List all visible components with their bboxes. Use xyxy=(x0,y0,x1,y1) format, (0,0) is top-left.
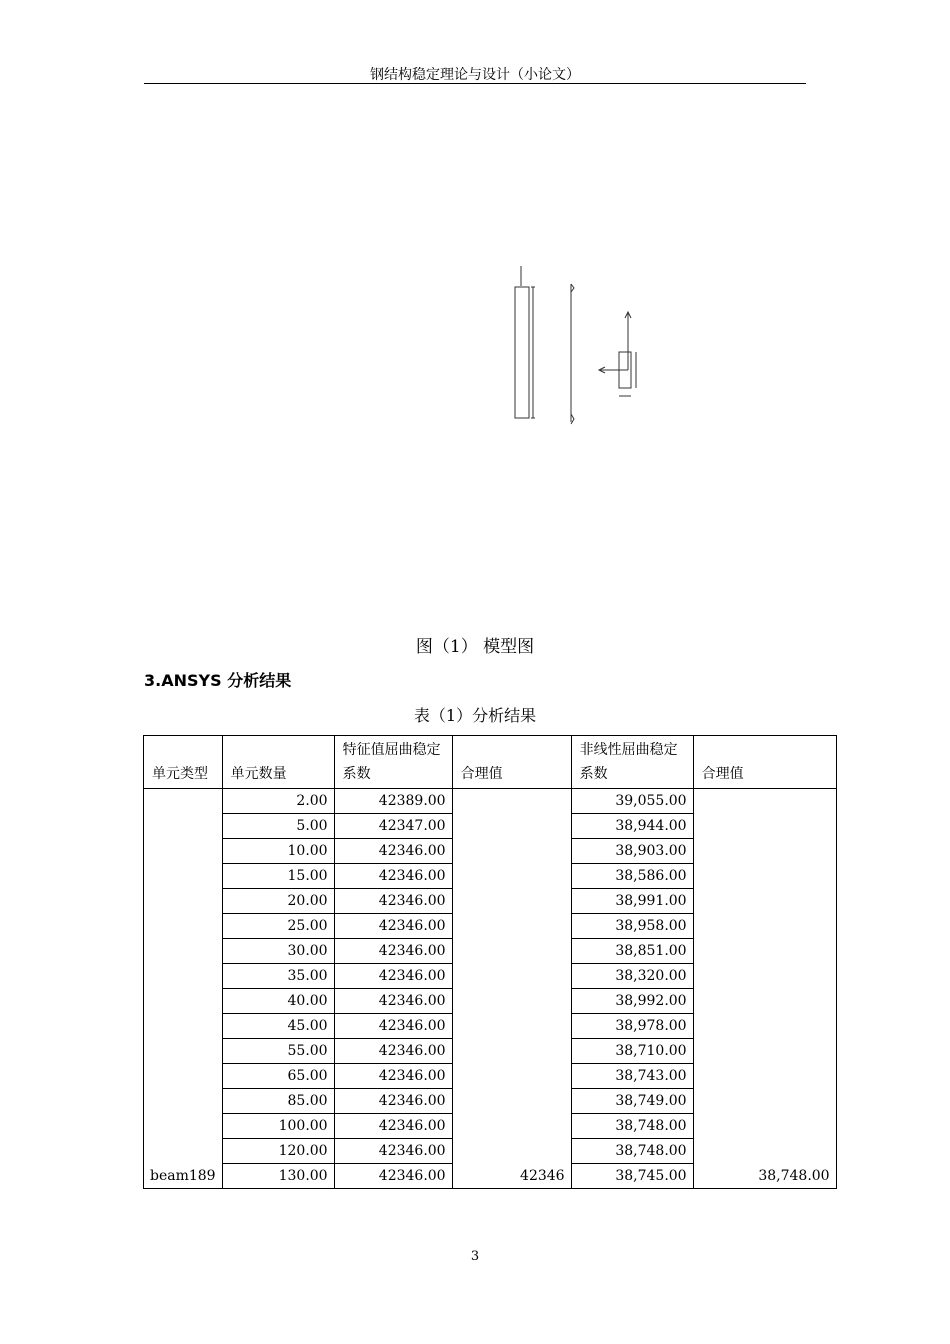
nonlinear-coefficient-cell: 38,320.00 xyxy=(571,964,693,989)
table-header-row xyxy=(144,736,837,789)
eigen-coefficient-cell: 42346.00 xyxy=(334,889,452,914)
nonlinear-reasonable-cell: 38,748.00 xyxy=(693,789,836,1189)
header-nonlinear-coefficient: 非线性屈曲稳定系数 xyxy=(571,736,693,789)
header-eigen-reasonable: 合理值 xyxy=(452,736,571,789)
column-model-drawing xyxy=(515,266,636,424)
eigen-coefficient-cell: 42346.00 xyxy=(334,1089,452,1114)
eigen-coefficient-cell: 42346.00 xyxy=(334,964,452,989)
element-count-cell: 130.00 xyxy=(222,1164,334,1189)
nonlinear-coefficient-cell: 38,586.00 xyxy=(571,864,693,889)
element-count-cell: 10.00 xyxy=(222,839,334,864)
nonlinear-coefficient-cell: 39,055.00 xyxy=(571,789,693,814)
eigen-coefficient-cell: 42346.00 xyxy=(334,1114,452,1139)
eigen-coefficient-cell: 42346.00 xyxy=(334,1064,452,1089)
element-count-cell: 45.00 xyxy=(222,1014,334,1039)
eigen-coefficient-cell: 42346.00 xyxy=(334,1039,452,1064)
eigen-coefficient-cell: 42389.00 xyxy=(334,789,452,814)
nonlinear-coefficient-cell: 38,978.00 xyxy=(571,1014,693,1039)
eigen-coefficient-cell: 42347.00 xyxy=(334,814,452,839)
element-count-cell: 85.00 xyxy=(222,1089,334,1114)
eigen-coefficient-cell: 42346.00 xyxy=(334,914,452,939)
section-heading: 3.ANSYS 分析结果 xyxy=(144,671,292,690)
eigen-coefficient-cell: 42346.00 xyxy=(334,989,452,1014)
element-count-cell: 40.00 xyxy=(222,989,334,1014)
eigen-coefficient-cell: 42346.00 xyxy=(334,864,452,889)
element-count-cell: 35.00 xyxy=(222,964,334,989)
results-table xyxy=(143,735,837,1189)
nonlinear-coefficient-cell: 38,991.00 xyxy=(571,889,693,914)
header-element-type: 单元类型 xyxy=(144,736,223,789)
nonlinear-coefficient-cell: 38,748.00 xyxy=(571,1139,693,1164)
eigen-coefficient-cell: 42346.00 xyxy=(334,1164,452,1189)
element-count-cell: 20.00 xyxy=(222,889,334,914)
element-type-cell: beam189 xyxy=(144,789,223,1189)
header-rule xyxy=(144,83,806,84)
element-count-cell: 25.00 xyxy=(222,914,334,939)
eigen-reasonable-cell: 42346 xyxy=(452,789,571,1189)
nonlinear-coefficient-cell: 38,992.00 xyxy=(571,989,693,1014)
element-count-cell: 2.00 xyxy=(222,789,334,814)
element-count-cell: 55.00 xyxy=(222,1039,334,1064)
table-row xyxy=(144,789,837,814)
element-count-cell: 5.00 xyxy=(222,814,334,839)
nonlinear-coefficient-cell: 38,748.00 xyxy=(571,1114,693,1139)
element-count-cell: 15.00 xyxy=(222,864,334,889)
element-count-cell: 30.00 xyxy=(222,939,334,964)
model-figure xyxy=(500,262,660,432)
eigen-coefficient-cell: 42346.00 xyxy=(334,939,452,964)
eigen-coefficient-cell: 42346.00 xyxy=(334,839,452,864)
element-count-cell: 120.00 xyxy=(222,1139,334,1164)
nonlinear-coefficient-cell: 38,743.00 xyxy=(571,1064,693,1089)
nonlinear-coefficient-cell: 38,710.00 xyxy=(571,1039,693,1064)
header-element-count: 单元数量 xyxy=(222,736,334,789)
nonlinear-coefficient-cell: 38,851.00 xyxy=(571,939,693,964)
header-nonlinear-reasonable: 合理值 xyxy=(693,736,836,789)
figure-caption: 图（1） 模型图 xyxy=(415,637,535,657)
nonlinear-coefficient-cell: 38,745.00 xyxy=(571,1164,693,1189)
nonlinear-coefficient-cell: 38,903.00 xyxy=(571,839,693,864)
element-count-cell: 100.00 xyxy=(222,1114,334,1139)
element-count-cell: 65.00 xyxy=(222,1064,334,1089)
page-number: 3 xyxy=(470,1249,480,1264)
table-caption: 表（1）分析结果 xyxy=(413,706,537,725)
eigen-coefficient-cell: 42346.00 xyxy=(334,1014,452,1039)
header-eigen-coefficient: 特征值屈曲稳定系数 xyxy=(334,736,452,789)
nonlinear-coefficient-cell: 38,749.00 xyxy=(571,1089,693,1114)
eigen-coefficient-cell: 42346.00 xyxy=(334,1139,452,1164)
nonlinear-coefficient-cell: 38,958.00 xyxy=(571,914,693,939)
page-header-title: 钢结构稳定理论与设计（小论文） xyxy=(370,67,580,83)
nonlinear-coefficient-cell: 38,944.00 xyxy=(571,814,693,839)
